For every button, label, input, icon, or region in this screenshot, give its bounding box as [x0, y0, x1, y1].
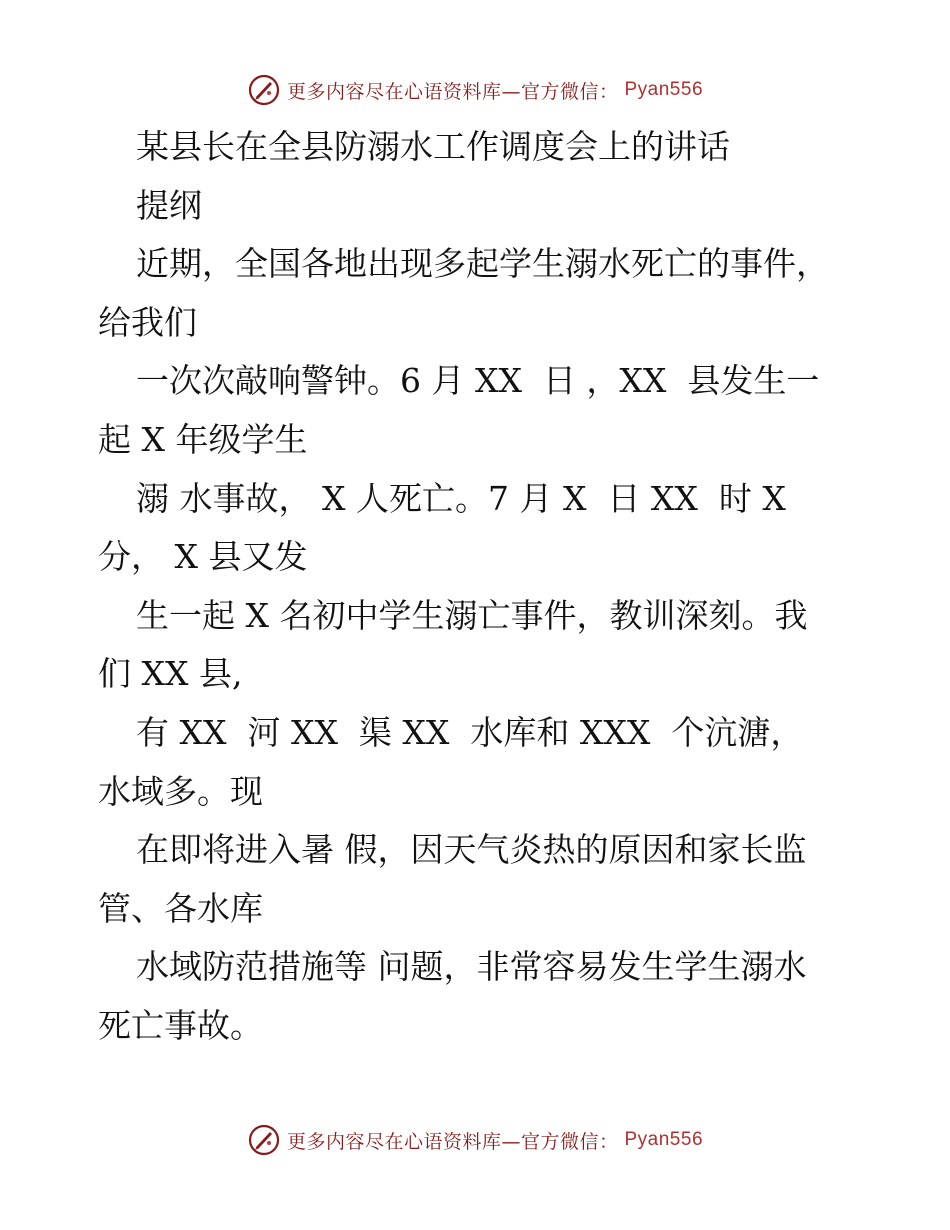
- footer-watermark: [0, 1120, 950, 1160]
- watermark-wechat-id: Pyan556: [624, 79, 704, 100]
- document-line: 们 XX 县,: [98, 654, 243, 694]
- watermark-text: 更多内容尽在心语资料库—官方微信：: [286, 1130, 619, 1153]
- header-watermark: [0, 70, 950, 110]
- watermark-wechat-id: Pyan556: [624, 1129, 704, 1150]
- document-line: 给我们: [98, 302, 197, 342]
- document-line: 一次次敲响警钟。6 月 XX 日 ，XX 县发生一: [136, 361, 820, 401]
- quill-pen-logo-icon: [247, 1123, 281, 1157]
- document-line: 有 XX 河 XX 渠 XX 水库和 XXX 个沆溏，: [136, 712, 804, 752]
- document-line: 提纲: [136, 185, 202, 225]
- document-line: 生一起 X 名初中学生溺亡事件，教训深刻。我: [136, 595, 808, 635]
- document-line: 死亡事故。: [98, 1005, 263, 1045]
- document-line: 在即将进入暑 假，因天气炎热的原因和家长监: [136, 830, 807, 870]
- document-body: [98, 118, 858, 1056]
- document-line: 近期，全国各地出现多起学生溺水死亡的事件，: [136, 244, 829, 284]
- document-line: 分， X 县又发: [98, 537, 308, 577]
- document-line: 起 X 年级学生: [98, 419, 308, 459]
- watermark-text: 更多内容尽在心语资料库—官方微信：: [286, 80, 619, 103]
- document-line: 管、各水库: [98, 888, 263, 928]
- document-line: 溺 水事故， X 人死亡。7 月 X 日 XX 时 X: [136, 478, 786, 518]
- document-line: 水域多。现: [98, 771, 263, 811]
- document-line: 某县长在全县防溺水工作调度会上的讲话: [136, 127, 730, 166]
- document-line: 水域防范措施等 问题，非常容易发生学生溺水: [136, 947, 807, 987]
- quill-pen-logo-icon: [247, 73, 281, 107]
